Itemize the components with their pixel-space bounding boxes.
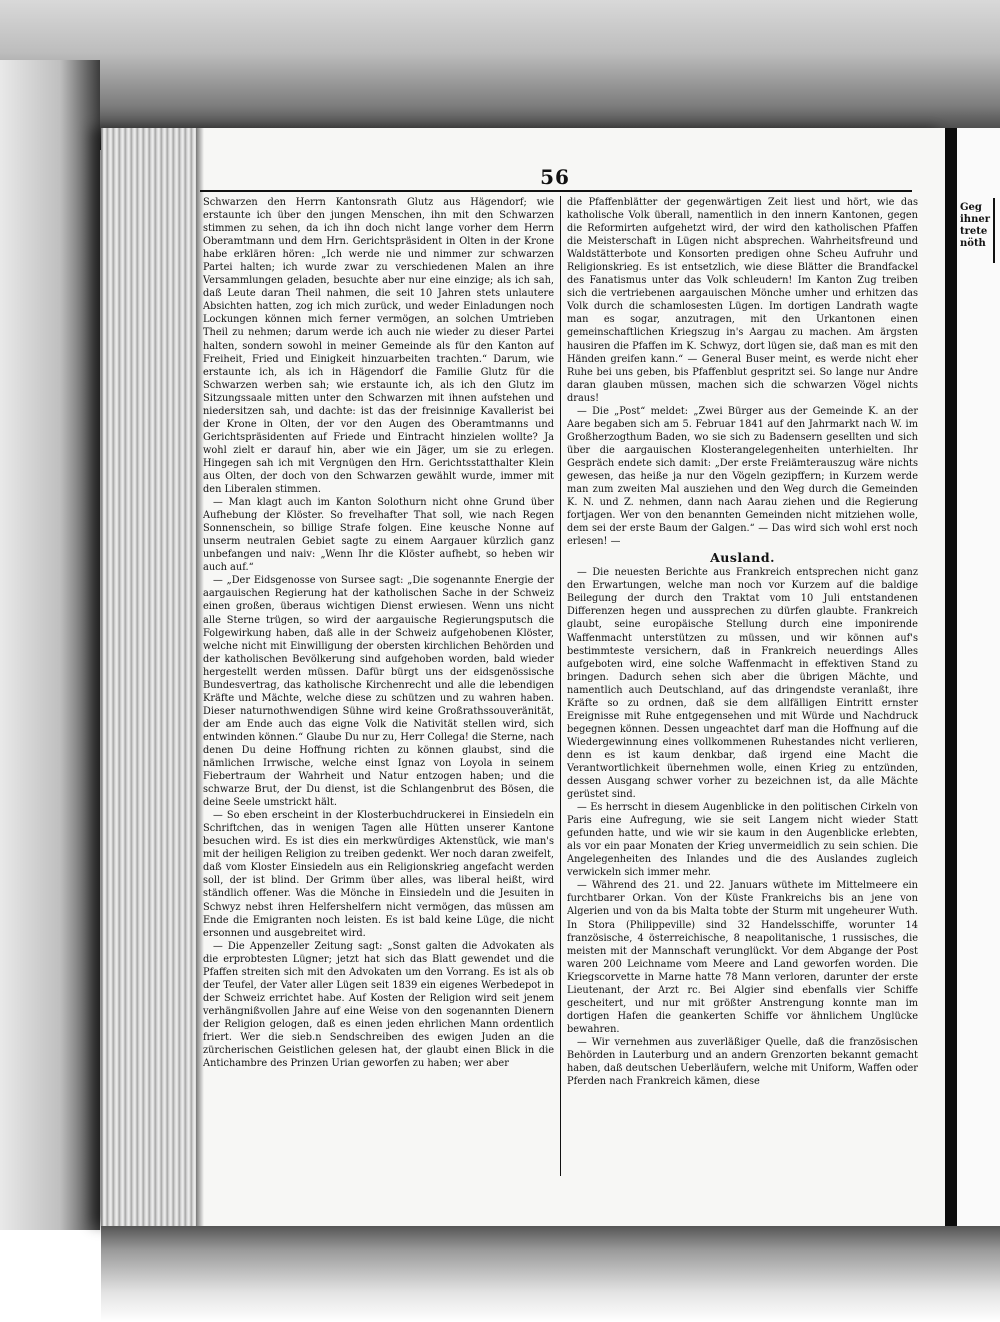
paragraph: — Wir vernehmen aus zuverläßiger Quelle, daß die französischen Behörden in Lauterburg und an andern Grenzorten bekannt gemacht haben, daß deutschen Ueberläufern, welche mit Uniform, Waffen oder Pferden nach Frankreich kämen, diese (567, 1036, 918, 1088)
page-edge-stack (101, 128, 196, 1226)
paragraph: — Es herrscht in diesem Augenblicke in den politischen Cirkeln von Paris eine Aufregung, wie sie seit Langem nicht wieder Statt gefunden hatte, und wie wir sie kaum in den Augenblicke erlebten, als vor ein paar Monaten der Krieg unvermeidlich zu sein schien. Die Angelegenheiten des Inlandes und die des Auslandes zugleich verwickeln sich immer mehr. (567, 802, 918, 879)
paragraph: — Die neuesten Berichte aus Frankreich entsprechen nicht ganz den Erwartungen, welche man noch vor Kurzem auf die baldige Beilegung der durch den Traktat vom 10 Juli entstandenen Differenzen hegen und aussprechen zu dürfen glaubte. Frankreich glaubt, seine europäische Stellung durch eine imponirende Waffenmacht unterstützen zu müssen, und wir können auf's bestimmteste versichern, daß in Frankreich neuerdings Alles aufgeboten wird, eine solche Waffenmacht in effektiven Stand zu bringen. Dadurch sehen sich aber die übrigen Mächte, und namentlich auch Deutschland, auf das dringendste veranlaßt, ihre Kräfte so zu ordnen, daß sie dem allfälligen Eintritt ernster Ereignisse mit Ruhe entgegensehen und mit Würde und Nachdruck begegnen können. Dessen ungeachtet darf man die Hoffnung auf die Wiedergewinnung eines vollkommenen Ruhestandes nicht verlieren, denn es ist kaum denkbar, daß irgend eine Macht die Verantwortlichkeit übernehmen wolle, einen Krieg zu entzünden, dessen Ausgang schwer vorher zu bezeichnen ist, da alle Mächte gerüstet sind. (567, 567, 918, 801)
gutter-dark-band (945, 128, 957, 1226)
paragraph: — „Der Eidsgenosse von Sursee sagt: „Die sogenannte Energie der aargauischen Regierung hat der katholischen Sache in der Schweiz einen großen, überaus wichtigen Dienst erwiesen. Wenn uns nicht alle Sterne trügen, so wird der aargauische Regierungsputsch die Folgewirkung haben, daß alle in der Schweiz aufgehobenen Klöster, welche nicht mit Einwilligung der obersten kirchlichen Behörden und der katholischen Bevölkerung sind aufgehoben worden, bald wieder hergestellt werden müssen. Dafür bürgt uns der eidsgenössische Bundesvertrag, das katholische Kirchenrecht und alle die lebendigen Kräfte und Mächte, welche diese zu schützen und zu wahren haben. Dieser naturnothwendigen Sühne wird keine Großrathssouveränität, der am Ende auch das eigne Volk die Nativität stellen wird, sich entwinden können.“ Glaube Du nur zu, Herr Collega! die Sterne, nach denen Du deine Hoffnung richten zu können glaubst, sind die nämlichen Irrwische, welche einst Ignaz von Loyola in seinem Fiebertraum der Wahrheit und Natur entzogen haben; und die schwarze Brut, der Du dienst, ist die Schlangenbrut des Bösen, die deine Seele umstrickt hält. (203, 575, 554, 809)
adjacent-line: Geg (960, 202, 982, 213)
paragraph: Schwarzen den Herrn Kantonsrath Glutz aus Hägendorf; wie erstaunte ich über den jungen Menschen, ihn mit den Schwarzen stimmen zu sehen, da ich ihn doch nicht lange vorher dem Herrn Oberamtmann und dem Hrn. Gerichtspräsident in Olten in der Krone habe erklären hören: „Ich werde nie und nimmer zur schwarzen Partei halten; ich wurde zwar zu verschiedenen Malen an ihre Versammlungen geladen, besuchte aber nur eine einzige; als ich sah, daß Leute daran Theil nahmen, die seit 10 Jahren stets unlautere Absichten hatten, zog ich mich zurück, und weder Einladungen noch Lockungen können mich ferner vermögen, an solchen Umtrieben Theil zu nehmen; darum werde ich auch nie wieder zu dieser Partei halten, sondern sowohl in meiner Gemeinde als für den Kanton auf Freiheit, Fried und Einigkeit hinzuarbeiten trachten.“ Darum, wie erstaunte ich, als ich in Hägendorf die Familie Glutz für die Schwarzen werben sah; wie erstaunte ich, als ich den Glutz im Sitzungssaale mitten unter den Schwarzen mit ihnen aufstehen und niedersitzen sah, und dachte: ist das der freisinnige Kavallerist bei der Krone in Olten, der vor den Augen des Oberamtmanns und Gerichtspräsidenten auf Friede und Eintracht hinzielen wollte? Ja wohl zielt er darauf hin, aber wie ein Jäger, um sie zu erlegen. Hingegen sah ich mit Vergnügen den Hrn. Gerichtsstatthalter Klein aus Olten, der doch von den Schwarzen gewählt wurde, immer mit den Liberalen stimmen. (203, 197, 554, 496)
paragraph: die Pfaffenblätter der gegenwärtigen Zeit liest und hört, wie das katholische Volk überall, namentlich in den innern Kantonen, gegen die Reformirten aufgehetzt wird, der wird den katholischen Pfaffen die Meisterschaft in Lügen nicht absprechen. Wahrheitsfreund und Waldstätterbote und Konsorten predigen ohne Scheu Aufruhr und Religionskrieg. Es ist entsetzlich, wie diese Blätter die Brandfackel des Fanatismus unter das Volk schleudern! Im Kanton Zug treiben sich die vertriebenen aargauischen Mönche umher und erhitzen das Volk durch die schamlosesten Lügen. Im dortigen Landrath wagte man es sogar, anzutragen, mit den Urkantonen einen gemeinschaftlichen Kriegszug in's Aargau zu machen. Am ärgsten hausiren die Pfaffen im K. Schwyz, dort lügen sie, daß man es mit den Händen greifen kann.“ — General Buser meint, es werde nicht eher Ruhe bei uns geben, bis Pfaffenblut gespritzt sei. So lange nur Andre daran glauben müssen, machen sich die schwarzen Vögel nichts draus! (567, 197, 918, 404)
scan-background-left (0, 60, 100, 1230)
paragraph: — Die Appenzeller Zeitung sagt: „Sonst galten die Advokaten als die erprobtesten Lügner; jetzt hat sich das Blatt gewendet und die Pfaffen streiten sich mit den Advokaten um den Vorrang. Es ist als ob der Teufel, der Vater aller Lügen seit 1839 ein eigenes Werbedepot in der Schweiz errichtet habe. Auf Kosten der Religion wird seit jenem verhängnißvollen Jahre auf eine Weise von den sogenannten Dienern der Religion gelogen, daß es einen jeden ehrlichen Mann ordentlich friert. Wer die sieb.n Sendschreiben des ewigen Juden an die zürcherischen Geistlichen gelesen hat, der glaubt einen Blick in die Antichambre des Prinzen Urian geworfen zu haben; wer aber (203, 940, 554, 1070)
paragraph: — So eben erscheint in der Klosterbuchdruckerei in Einsiedeln ein Schriftchen, das in wenigen Tagen alle Hütten unserer Kantone besuchen wird. Es ist dies ein merkwürdiges Aktenstück, wie man's mit der heiligen Religion zu treiben gedenkt. Wer noch daran zweifelt, daß vom Kloster Einsiedeln aus ein Religionskrieg angefacht werden soll, der ist blind. Der Grimm über alles, was liberal heißt, wird ständlich offener. Was die Mönche in Einsiedeln und die Jesuiten in Schwyz nebst ihren Helfershelfern nicht vermögen, das müssen am Ende die Emigranten noch leisten. Es ist bald keine Lüge, die nicht ersonnen und ausgebreitet wird. (203, 810, 554, 939)
adjacent-line: ihner (960, 214, 990, 225)
right-column (567, 196, 918, 1184)
adjacent-line: trete (960, 226, 988, 237)
adjacent-column-rule (993, 198, 995, 263)
page-number: 56 (540, 165, 570, 189)
header-rule (200, 190, 912, 192)
paragraph: — Man klagt auch im Kanton Solothurn nicht ohne Grund über Aufhebung der Klöster. So frevelhafter That soll, wie nach Regen Sonnenschein, so billige Strafe folgen. Eine keusche Nonne auf unserm neutralen Gebiet sagte zu einem Aargauer kürzlich ganz unbefangen und naiv: „Wenn Ihr die Klöster aufhebt, so heben wir auch auf.“ (203, 497, 554, 574)
scan-background-bottom (101, 1226, 1000, 1322)
adjacent-page (957, 128, 1000, 1226)
column-divider (560, 196, 561, 1176)
section-heading: Ausland. (710, 550, 775, 566)
left-column (203, 196, 554, 1184)
adjacent-line: nöth (960, 238, 986, 249)
paragraph: — Während des 21. und 22. Januars wüthete im Mittelmeere ein furchtbarer Orkan. Von der Küste Frankreichs bis an jene von Algerien und von da bis Malta tobte der Sturm mit ungeheurer Wuth. In Stora (Philippeville) sind 32 Handelsschiffe, worunter 14 französische, 4 österreichische, 8 neapolitanische, 1 russisches, die meisten mit der Mannschaft verunglückt. Vor dem Abgange der Post waren 200 Leichname vom Meere and Land geworfen worden. Die Kriegscorvette in Marne hatte 78 Mann verloren, darunter der erste Lieutenant, der Arzt rc. Bei Algier sind ebenfalls vier Schiffe gescheitert, und nur mit größter Anstrengung konnte man im dortigen Hafen die geankerten Schiffe vor ähnlichem Unglücke bewahren. (567, 880, 918, 1035)
paragraph: — Die „Post“ meldet: „Zwei Bürger aus der Gemeinde K. an der Aare begaben sich am 5. Februar 1841 auf den Jahrmarkt nach W. im Großherzogthum Baden, wo sie sich zu Badensern gesellten und sich über die aargauischen Klosterangelegenheiten unterhielten. Ihr Gespräch endete sich damit: „Der erste Freiämterauszug wäre nichts gewesen, das heiße ja nur den Vögeln gezipffern; in Kurzem werde man zum zweiten Mal ausziehen und den Weg durch die Gemeinden K. N. und Z. nehmen, dann nach Aarau ziehen und die Regierung fortjagen. Wer von den benannten Gemeinden nicht mitziehen wolle, dem sei der erste Baum der Galgen.“ — Das wird sich wohl erst noch erlesen! — (567, 405, 918, 548)
